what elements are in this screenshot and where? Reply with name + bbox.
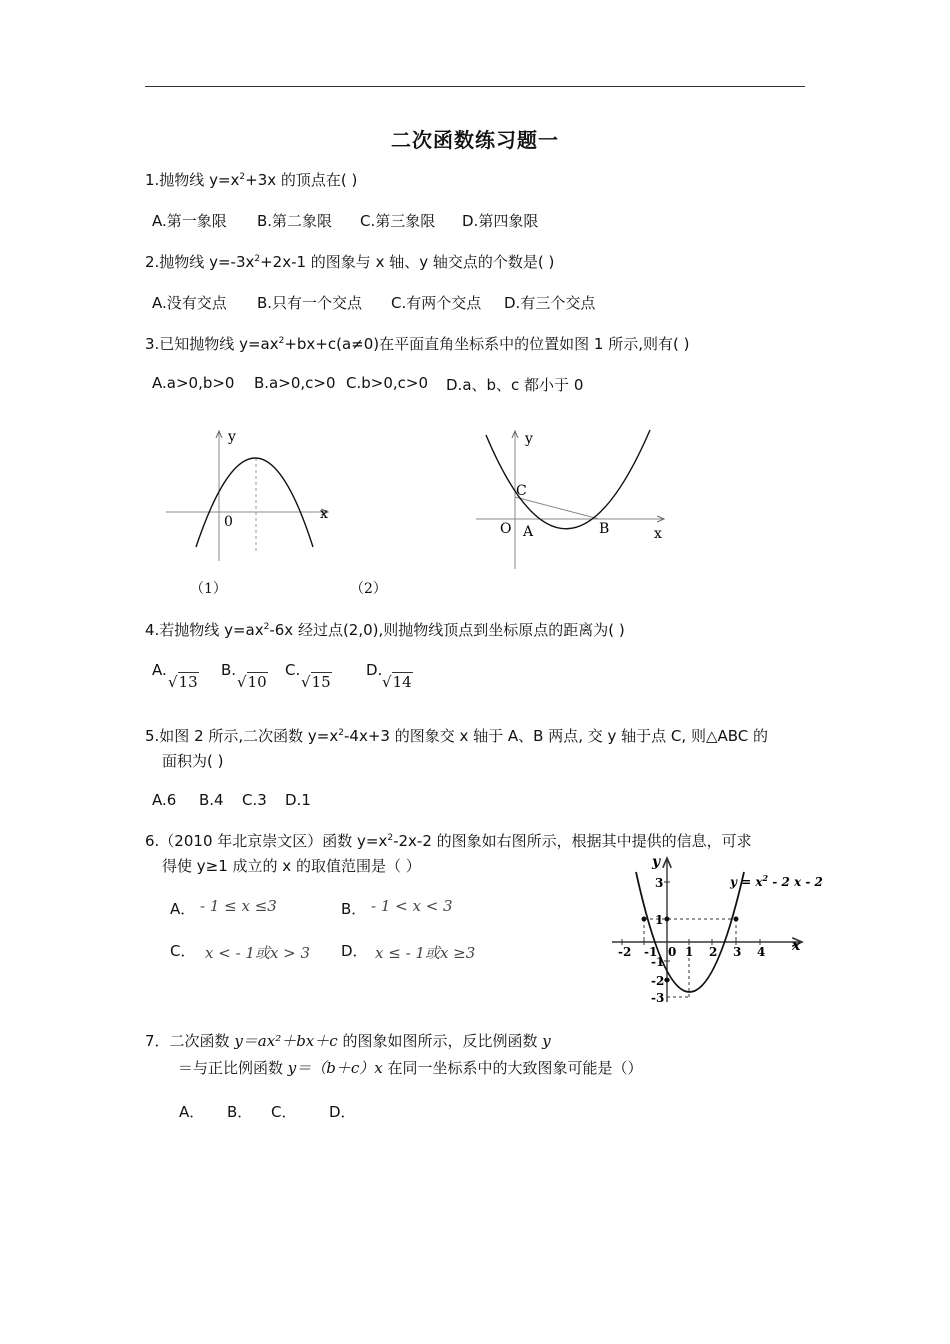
q7-line1-a: 7．二次函数 — [145, 1032, 235, 1050]
q2-stem-b: +2x-1 的图象与 x 轴、y 轴交点的个数是( ) — [260, 253, 555, 271]
q5-stem-b: -4x+3 的图象交 x 轴于 A、B 两点, 交 y 轴于点 C, 则△ABC 的 — [344, 727, 769, 745]
fig3-function-label: $y = x^2 - 2$ x - 2 — [730, 873, 823, 889]
q6-option-c-label: C． — [170, 942, 196, 960]
fig3-xtick: 2 — [709, 945, 718, 959]
q7-option-a: A． — [179, 1103, 205, 1121]
q6-stem-a: 6.（2010 年北京崇文区）函数 y=x — [145, 832, 388, 850]
fig3-ytick: -1 — [651, 955, 665, 969]
q6-stem-b: -2x-2 的图象如右图所示，根据其中提供的信息，可求 — [393, 832, 752, 850]
figure-2 — [468, 425, 678, 575]
q7-option-d: D． — [329, 1103, 356, 1121]
q4-option-b-value: √10 — [237, 673, 267, 691]
q4-stem-a: 4.若抛物线 y=ax — [145, 621, 264, 639]
q5-option-d: D.1 — [285, 791, 311, 809]
fig2-caption: （2） — [350, 581, 387, 597]
q6-option-c-expr: x < - 1或x > 3 — [205, 944, 311, 962]
q2-option-a: A.没有交点 — [152, 294, 227, 312]
q4-option-d-value: √14 — [382, 673, 412, 691]
q6-option-a-label: A． — [170, 900, 196, 918]
q7-line1-y: y — [542, 1032, 551, 1050]
q6-option-b-label: B． — [341, 900, 367, 918]
figure-1 — [160, 425, 340, 565]
q3-sup: 2 — [278, 336, 285, 346]
fig3-x-tick-labels — [618, 945, 765, 959]
q1-option-a: A.第一象限 — [152, 212, 227, 230]
fig2-y-label: y — [525, 431, 533, 447]
q6-stem-c: 得使 y≥1 成立的 x 的取值范围是（ ） — [162, 857, 421, 875]
question-7 — [145, 1030, 551, 1051]
q6-option-d-label: D． — [341, 942, 368, 960]
fig3-y-label: y — [652, 854, 661, 870]
fig3-ticks — [622, 882, 760, 980]
q1-option-b: B.第二象限 — [257, 212, 333, 230]
q3-stem-b: +bx+c(a≠0)在平面直角坐标系中的位置如图 1 所示,则有( ) — [284, 335, 690, 353]
q5-stem-c: 面积为( ) — [162, 752, 224, 770]
q3-stem-a: 3.已知抛物线 y=ax — [145, 335, 279, 353]
q4-option-c-value: √15 — [301, 673, 331, 691]
fig3-xtick: 0 — [668, 945, 677, 959]
fig3-x-label: x — [792, 938, 801, 954]
q3-option-b: B.a>0,c>0 — [254, 374, 336, 392]
question-2 — [145, 251, 554, 272]
fig3-xtick: 3 — [733, 945, 742, 959]
fig2-origin-label: O — [500, 521, 512, 537]
question-6 — [145, 830, 752, 851]
q3-option-d: D.a、b、c 都小于 0 — [446, 376, 584, 394]
q1-option-c: C.第三象限 — [360, 212, 436, 230]
q5-sup: 2 — [338, 728, 344, 738]
fig3-ytick: 1 — [655, 913, 664, 927]
q2-stem-a: 2.抛物线 y=-3x — [145, 253, 255, 271]
fig2-x-label: x — [654, 526, 662, 542]
q4-option-a-value: √13 — [168, 673, 198, 691]
q5-option-a: A.6 — [152, 791, 177, 809]
q4-sup: 2 — [263, 622, 270, 632]
fig2-parabola — [486, 430, 650, 529]
figure-3 — [608, 852, 823, 1005]
q2-option-c: C.有两个交点 — [391, 294, 482, 312]
q7-line2-a: ＝与正比例函数 — [178, 1059, 288, 1077]
q7-line1-b: 的图象如图所示，反比例函数 — [337, 1032, 543, 1050]
q2-option-d: D.有三个交点 — [504, 294, 596, 312]
fig3-ytick: -2 — [651, 974, 665, 988]
fig2-point-a-label: A — [523, 524, 534, 540]
q3-option-a: A.a>0,b>0 — [152, 374, 235, 392]
fig2-point-c-label: C — [516, 483, 527, 499]
q2-option-b: B.只有一个交点 — [257, 294, 363, 312]
fig3-y-tick-labels — [651, 876, 664, 1005]
q7-line2-b: 在同一坐标系中的大致图象可能是（） — [382, 1059, 643, 1077]
fig3-xtick: -2 — [618, 945, 632, 959]
q2-sup: 2 — [254, 254, 261, 264]
page-title: 二次函数练习题一 — [391, 128, 559, 152]
q6-option-b-expr: - 1 < x < 3 — [371, 897, 453, 915]
fig1-origin-label: 0 — [224, 514, 233, 530]
q4-option-a-label: A. — [152, 661, 167, 679]
question-1 — [145, 169, 357, 190]
q5-option-c: C.3 — [242, 791, 267, 809]
q7-option-c: C． — [271, 1103, 297, 1121]
fig3-ytick: 3 — [655, 876, 664, 890]
q4-option-b-label: B. — [221, 661, 237, 679]
q1-option-d: D.第四象限 — [462, 212, 539, 230]
question-5 — [145, 725, 768, 746]
fig1-caption: （1） — [190, 581, 227, 597]
q6-option-a-expr: - 1 ≤ x ≤3 — [200, 897, 277, 915]
q4-stem-b: -6x 经过点(2,0),则抛物线顶点到坐标原点的距离为( ) — [269, 621, 625, 639]
fig3-xtick: -1 — [644, 945, 658, 959]
q5-stem-a: 5.如图 2 所示,二次函数 y=x — [145, 727, 339, 745]
fig3-ytick: -3 — [651, 991, 665, 1005]
q7-line2-expr: y＝（b＋c）x — [287, 1059, 383, 1077]
fig1-x-label: x — [320, 506, 328, 522]
header-rule — [145, 86, 805, 87]
q4-option-c-label: C. — [285, 661, 301, 679]
q6-option-d-expr: x ≤ - 1或x ≥3 — [375, 944, 476, 962]
q3-option-c: C.b>0,c>0 — [346, 374, 429, 392]
fig3-xtick: 4 — [757, 945, 766, 959]
q5-option-b: B.4 — [199, 791, 224, 809]
question-7-line2 — [178, 1057, 643, 1078]
fig1-parabola — [196, 458, 313, 547]
question-3 — [145, 333, 689, 354]
fig2-point-b-label: B — [599, 521, 610, 537]
q7-option-b: B． — [227, 1103, 253, 1121]
q1-stem-b: +3x 的顶点在( ) — [245, 171, 358, 189]
q1-sup: 2 — [239, 172, 246, 182]
q4-option-d-label: D. — [366, 661, 383, 679]
fig1-y-label: y — [228, 429, 236, 445]
q7-line1-expr: y＝ax²＋bx＋c — [234, 1032, 338, 1050]
q1-stem-a: 1.抛物线 y=x — [145, 171, 240, 189]
q6-sup: 2 — [387, 833, 394, 843]
fig3-xtick: 1 — [685, 945, 694, 959]
question-4 — [145, 619, 625, 640]
